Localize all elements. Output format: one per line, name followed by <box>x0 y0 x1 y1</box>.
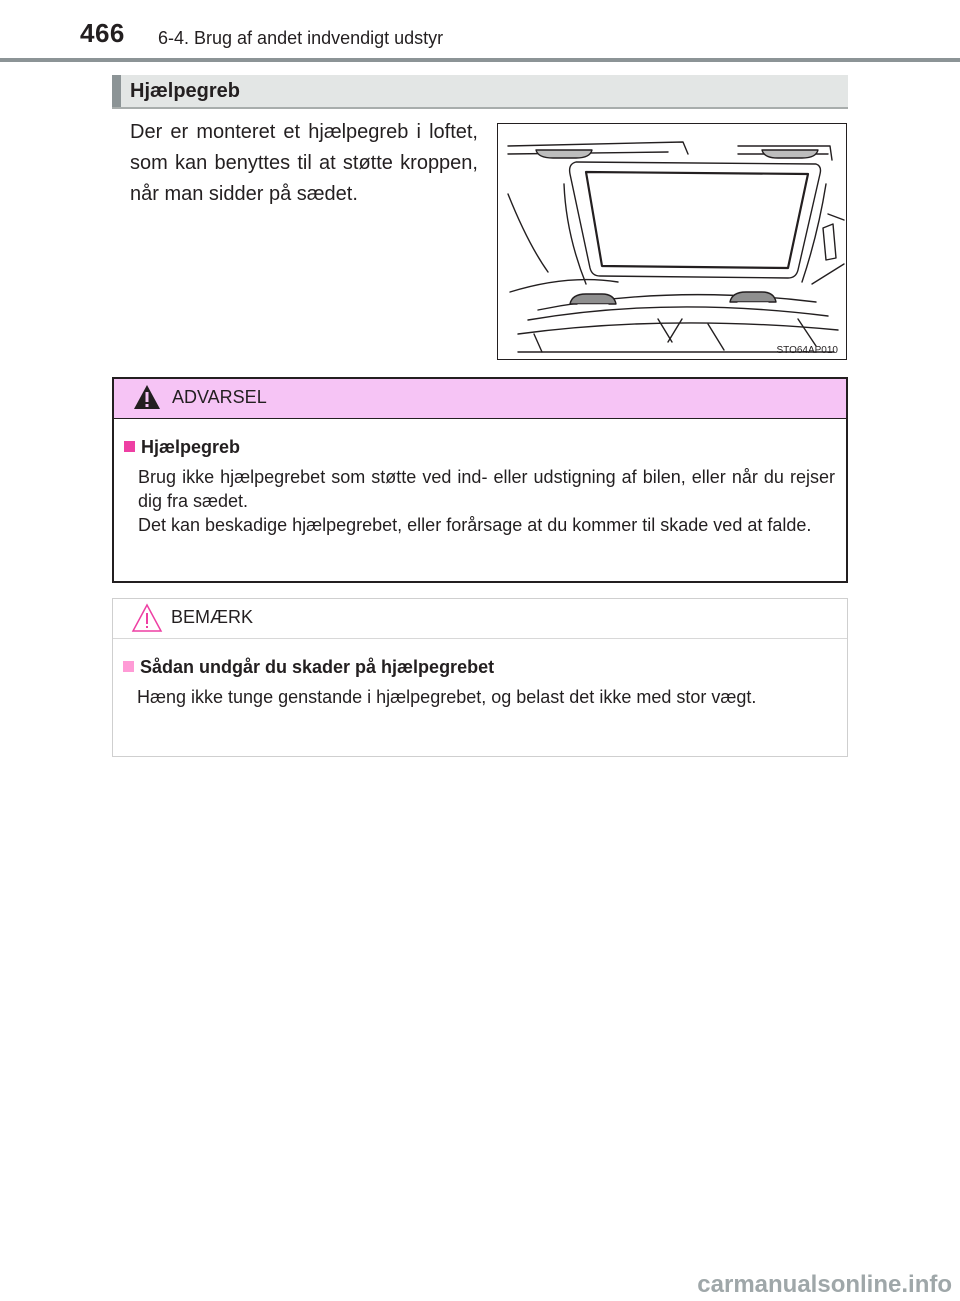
warning-item-title <box>124 437 240 458</box>
notice-header <box>113 599 847 639</box>
bullet-square-icon <box>123 661 134 672</box>
header-rule <box>0 58 960 62</box>
warning-item-text-1: Brug ikke hjælpegrebet som støtte ved ind- eller udstigning af bilen, eller når du rejser dig fra sædet. <box>138 467 835 511</box>
warning-triangle-icon <box>132 383 162 411</box>
warning-box <box>112 377 848 583</box>
notice-item-text: Hæng ikke tunge genstande i hjælpegrebet, og belast det ikke med stor vægt. <box>137 687 757 707</box>
section-heading-bar <box>112 75 848 109</box>
notice-box <box>112 598 848 757</box>
figure-code: STO64AP010 <box>776 345 838 356</box>
section-title: Hjælpegreb <box>130 80 241 102</box>
warning-item-title-text: Hjælpegreb <box>141 437 241 457</box>
intro-paragraph: Der er monteret et hjælpegreb i loftet, som kan benyttes til at støtte kroppen, når man sidder på sædet. <box>130 121 478 205</box>
caution-triangle-icon <box>131 603 163 633</box>
section-marker <box>112 75 121 107</box>
warning-header <box>114 379 846 419</box>
assist-grip-illustration <box>497 123 847 360</box>
notice-item-title-text: Sådan undgår du skader på hjælpegrebet <box>140 657 495 677</box>
bullet-square-icon <box>124 441 135 452</box>
watermark: carmanualsonline.info <box>697 1271 952 1298</box>
warning-label: ADVARSEL <box>172 387 267 407</box>
warning-item-text-2: Det kan beskadige hjælpegrebet, eller forårsage at du kommer til skade ved at falde. <box>138 515 812 535</box>
notice-label: BEMÆRK <box>171 607 254 627</box>
notice-item-title <box>123 657 494 678</box>
car-ceiling-drawing <box>498 124 846 359</box>
running-head: 6-4. Brug af andet indvendigt udstyr <box>158 28 444 48</box>
page-number: 466 <box>80 18 125 48</box>
